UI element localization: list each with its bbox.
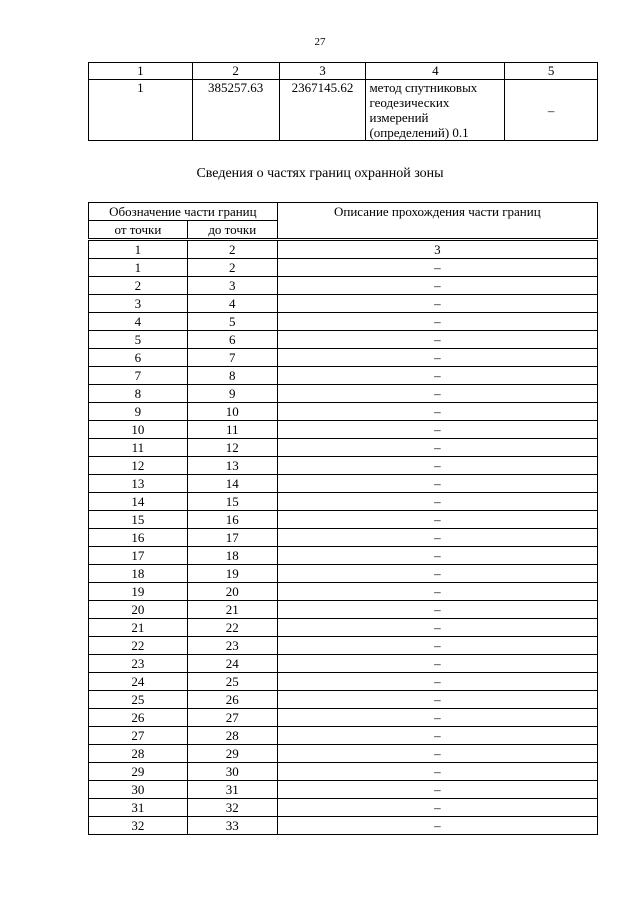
description-cell: – [277,691,597,709]
table-row [89,673,598,691]
description-cell: – [277,403,597,421]
coordinates-table [88,62,598,141]
from-point: 15 [89,511,188,529]
table-row [89,745,598,763]
description-cell: – [277,547,597,565]
to-point: 21 [187,601,277,619]
to-point: 13 [187,457,277,475]
column-number: 2 [187,240,277,259]
to-point: 14 [187,475,277,493]
table-row [89,655,598,673]
from-point: 23 [89,655,188,673]
description-cell: – [277,781,597,799]
from-point: 2 [89,277,188,295]
header-cell: 5 [505,63,598,80]
point-number: 1 [89,80,193,141]
table-row [89,295,598,313]
description-cell: – [277,673,597,691]
header-description: Описание прохождения части границ [277,203,597,240]
header-cell: 4 [366,63,505,80]
description-cell: – [277,493,597,511]
table-row [89,277,598,295]
table-row [89,80,598,141]
to-point: 31 [187,781,277,799]
table-row [89,475,598,493]
description-cell: – [277,277,597,295]
to-point: 5 [187,313,277,331]
from-point: 19 [89,583,188,601]
to-point: 23 [187,637,277,655]
from-point: 31 [89,799,188,817]
page-number: 27 [314,36,326,48]
description-cell: – [277,727,597,745]
to-point: 19 [187,565,277,583]
table-row [89,385,598,403]
table-row [89,511,598,529]
method-line: (определений) 0.1 [369,125,469,140]
to-point: 33 [187,817,277,835]
table-row [89,421,598,439]
description-cell: – [277,583,597,601]
table-header-row [89,203,598,221]
from-point: 1 [89,259,188,277]
description-cell: – [277,745,597,763]
to-point: 20 [187,583,277,601]
to-point: 22 [187,619,277,637]
from-point: 7 [89,367,188,385]
column-number: 3 [277,240,597,259]
header-cell: 2 [192,63,279,80]
header-from-point: от точки [89,221,188,240]
table-row [89,547,598,565]
to-point: 9 [187,385,277,403]
table-row [89,457,598,475]
table-row [89,799,598,817]
table-row [89,691,598,709]
to-point: 17 [187,529,277,547]
from-point: 27 [89,727,188,745]
description-cell: – [277,799,597,817]
table-row [89,727,598,745]
description-cell: – [277,817,597,835]
to-point: 32 [187,799,277,817]
column-numbering-row [89,240,598,259]
to-point: 26 [187,691,277,709]
description-cell: – [277,259,597,277]
method-line: геодезических [369,95,450,110]
from-point: 22 [89,637,188,655]
header-boundary-designation: Обозначение части границ [89,203,278,221]
table-row [89,367,598,385]
from-point: 6 [89,349,188,367]
table-row [89,619,598,637]
to-point: 25 [187,673,277,691]
description-cell: – [277,637,597,655]
from-point: 14 [89,493,188,511]
table-row [89,781,598,799]
description-cell: – [277,349,597,367]
method-line: метод спутниковых [369,80,478,95]
table-row [89,439,598,457]
from-point: 10 [89,421,188,439]
description-cell: – [277,655,597,673]
table-row [89,763,598,781]
table-row [89,529,598,547]
to-point: 16 [187,511,277,529]
description-cell: – [505,80,598,141]
table-row [89,565,598,583]
from-point: 20 [89,601,188,619]
column-number: 1 [89,240,188,259]
to-point: 2 [187,259,277,277]
from-point: 24 [89,673,188,691]
description-cell: – [277,601,597,619]
to-point: 29 [187,745,277,763]
header-cell: 3 [279,63,366,80]
description-cell: – [277,385,597,403]
to-point: 8 [187,367,277,385]
from-point: 5 [89,331,188,349]
from-point: 25 [89,691,188,709]
from-point: 9 [89,403,188,421]
description-cell: – [277,565,597,583]
to-point: 12 [187,439,277,457]
description-cell: – [277,529,597,547]
parts-table-body [89,259,598,835]
from-point: 21 [89,619,188,637]
from-point: 26 [89,709,188,727]
section-title: Сведения о частях границ охранной зоны [196,166,444,181]
description-cell: – [277,331,597,349]
table-row [89,601,598,619]
table-row [89,403,598,421]
to-point: 18 [187,547,277,565]
description-cell: – [277,421,597,439]
description-cell: – [277,763,597,781]
header-cell: 1 [89,63,193,80]
method-description [366,80,505,141]
coordinate-x: 385257.63 [192,80,279,141]
table-header-row [89,63,598,80]
to-point: 11 [187,421,277,439]
table-row [89,259,598,277]
from-point: 8 [89,385,188,403]
to-point: 28 [187,727,277,745]
from-point: 18 [89,565,188,583]
from-point: 4 [89,313,188,331]
table-row [89,817,598,835]
table-row [89,331,598,349]
from-point: 13 [89,475,188,493]
method-line: измерений [369,110,429,125]
description-cell: – [277,619,597,637]
description-cell: – [277,709,597,727]
table-row [89,709,598,727]
description-cell: – [277,475,597,493]
from-point: 32 [89,817,188,835]
description-cell: – [277,439,597,457]
from-point: 29 [89,763,188,781]
to-point: 30 [187,763,277,781]
to-point: 10 [187,403,277,421]
to-point: 6 [187,331,277,349]
coordinate-y: 2367145.62 [279,80,366,141]
to-point: 15 [187,493,277,511]
description-cell: – [277,457,597,475]
from-point: 12 [89,457,188,475]
from-point: 3 [89,295,188,313]
header-to-point: до точки [187,221,277,240]
from-point: 30 [89,781,188,799]
table-row [89,637,598,655]
table-row [89,583,598,601]
to-point: 3 [187,277,277,295]
from-point: 17 [89,547,188,565]
description-cell: – [277,367,597,385]
to-point: 24 [187,655,277,673]
from-point: 16 [89,529,188,547]
to-point: 27 [187,709,277,727]
from-point: 11 [89,439,188,457]
description-cell: – [277,313,597,331]
boundary-parts-table [88,202,598,835]
to-point: 7 [187,349,277,367]
table-row [89,313,598,331]
table-row [89,493,598,511]
table-row [89,349,598,367]
description-cell: – [277,295,597,313]
to-point: 4 [187,295,277,313]
description-cell: – [277,511,597,529]
from-point: 28 [89,745,188,763]
